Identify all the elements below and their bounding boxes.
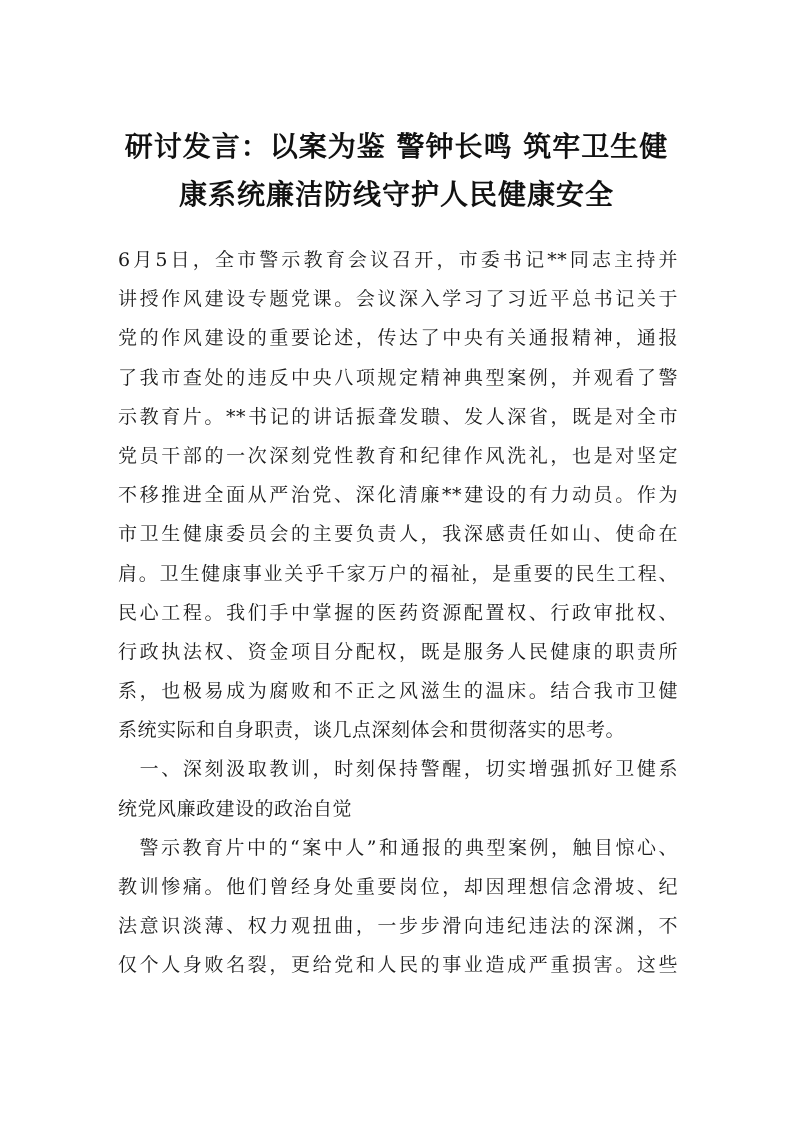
section-heading-line: 统党风廉政建设的政治自觉 xyxy=(118,797,353,820)
document-title-line-1: 研讨发言：以案为鉴 警钟长鸣 筑牢卫生健 xyxy=(124,130,669,163)
body-line: 行政执法权、资金项目分配权，既是服务人民健康的职责所 xyxy=(118,640,678,663)
body-line: 肩。卫生健康事业关乎千家万户的福祉，是重要的民生工程、 xyxy=(118,562,678,585)
body-line: 讲授作风建设专题党课。会议深入学习了习近平总书记关于 xyxy=(118,288,678,311)
body-line: 警示教育片中的“案中人”和通报的典型案例，触目惊心、 xyxy=(118,836,678,859)
body-line: 系统实际和自身职责，谈几点深刻体会和贯彻落实的思考。 xyxy=(118,719,626,742)
document-title-line-2: 康系统廉洁防线守护人民健康安全 xyxy=(178,178,614,211)
body-line: 民心工程。我们手中掌握的医药资源配置权、行政审批权、 xyxy=(118,601,678,624)
body-line: 了我市查处的违反中央八项规定精神典型案例，并观看了警 xyxy=(118,366,678,389)
body-line: 教训惨痛。他们曾经身处重要岗位，却因理想信念滑坡、纪 xyxy=(118,876,678,898)
body-line: 仅个人身败名裂，更给党和人民的事业造成严重损害。这些 xyxy=(118,954,678,977)
body-line: 党员干部的一次深刻党性教育和纪律作风洗礼，也是对坚定 xyxy=(118,444,678,467)
body-line: 市卫生健康委员会的主要负责人，我深感责任如山、使命在 xyxy=(118,523,678,546)
body-line: 党的作风建设的重要论述，传达了中央有关通报精神，通报 xyxy=(118,327,678,350)
document-body xyxy=(118,241,678,986)
body-line: 法意识淡薄、权力观扭曲，一步步滑向违纪违法的深渊，不 xyxy=(118,915,678,938)
body-line: 不移推进全面从严治党、深化清廉**建设的有力动员。作为 xyxy=(118,484,678,507)
body-line: 示教育片。**书记的讲话振聋发聩、发人深省，既是对全市 xyxy=(118,405,678,428)
body-line: 系，也极易成为腐败和不正之风滋生的温床。结合我市卫健 xyxy=(118,680,678,703)
body-line: 6月5日，全市警示教育会议召开，市委书记**同志主持并 xyxy=(118,249,678,271)
section-heading-line: 一、深刻汲取教训，时刻保持警醒，切实增强抓好卫健系 xyxy=(118,758,678,781)
